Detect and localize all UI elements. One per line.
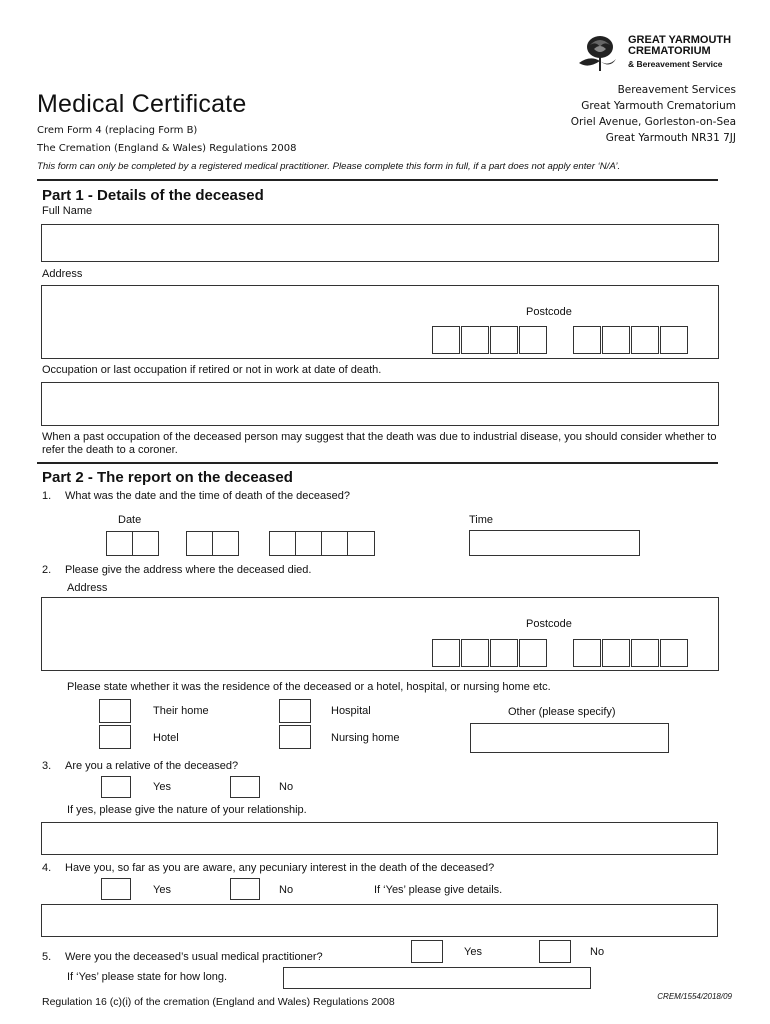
interest-no-label: No <box>279 884 294 896</box>
date-year-cell[interactable] <box>321 531 348 556</box>
date-month-cell[interactable] <box>212 531 239 556</box>
footer-regulation: Regulation 16 (c)(i) of the cremation (England and Wales) Regulations 2008 <box>42 996 395 1008</box>
hotel-label: Hotel <box>153 732 179 744</box>
usual-practitioner-yes-label: Yes <box>464 946 482 958</box>
occupation-note: When a past occupation of the deceased person may suggest that the death was due to industrial disease, you should consider whether to refer the death to a coroner. <box>42 431 717 456</box>
usual-practitioner-yes-checkbox[interactable] <box>411 940 443 963</box>
postcode-cell[interactable] <box>631 326 659 354</box>
postcode-cell[interactable] <box>602 326 630 354</box>
completion-note: This form can only be completed by a registered medical practitioner. Please complete this form in full, if a part does not apply enter ‘N/A’. <box>37 161 621 172</box>
form-reference: Crem Form 4 (replacing Form B) <box>37 125 198 136</box>
relative-yes-checkbox[interactable] <box>101 776 131 798</box>
address-line: Great Yarmouth Crematorium <box>581 100 736 112</box>
logo-line-2: CREMATORIUM <box>628 45 711 57</box>
crematorium-logo <box>576 33 736 73</box>
postcode-cell[interactable] <box>660 639 688 667</box>
other-label: Other (please specify) <box>508 706 616 718</box>
date-month-cell[interactable] <box>186 531 213 556</box>
postcode-cell[interactable] <box>573 639 601 667</box>
part1-heading: Part 1 - Details of the deceased <box>42 187 264 204</box>
postcode-cell[interactable] <box>461 326 489 354</box>
address-line: Bereavement Services <box>617 84 736 96</box>
nursing-home-label: Nursing home <box>331 732 400 744</box>
part2-heading: Part 2 - The report on the deceased <box>42 469 293 486</box>
q2-text: Please give the address where the deceased died. <box>65 564 312 576</box>
footer-form-code: CREM/1554/2018/09 <box>657 992 732 1001</box>
date-year-cell[interactable] <box>347 531 375 556</box>
death-address-label: Address <box>67 582 108 594</box>
divider <box>37 462 718 464</box>
date-day-cell[interactable] <box>132 531 159 556</box>
q5-number: 5. <box>42 951 52 963</box>
occupation-field[interactable] <box>41 382 719 426</box>
relative-no-label: No <box>279 781 294 793</box>
postcode-label: Postcode <box>526 306 572 318</box>
postcode-cell[interactable] <box>490 639 518 667</box>
logo-line-1: GREAT YARMOUTH <box>628 34 732 46</box>
q5-text: Were you the deceased’s usual medical practitioner? <box>65 951 323 963</box>
interest-details-field[interactable] <box>41 904 718 937</box>
q4-number: 4. <box>42 862 52 874</box>
interest-yes-label: Yes <box>153 884 171 896</box>
full-name-label: Full Name <box>42 205 93 217</box>
postcode-cell[interactable] <box>519 639 547 667</box>
postcode-cell[interactable] <box>660 326 688 354</box>
their-home-checkbox[interactable] <box>99 699 131 723</box>
full-name-field[interactable] <box>41 224 719 262</box>
postcode-cell[interactable] <box>631 639 659 667</box>
date-year-cell[interactable] <box>269 531 296 556</box>
q1-number: 1. <box>42 490 52 502</box>
date-year-cell[interactable] <box>295 531 322 556</box>
logo-line-3: & Bereavement Service <box>628 59 723 69</box>
usual-practitioner-no-checkbox[interactable] <box>539 940 571 963</box>
address-line: Great Yarmouth NR31 7JJ <box>605 132 736 144</box>
address-line: Oriel Avenue, Gorleston-on-Sea <box>570 116 736 128</box>
postcode-cell[interactable] <box>432 326 460 354</box>
q2-number: 2. <box>42 564 52 576</box>
regulation-reference: The Cremation (England & Wales) Regulations 2008 <box>37 143 297 154</box>
postcode-cell[interactable] <box>573 326 601 354</box>
practitioner-duration-field[interactable] <box>283 967 591 989</box>
date-label: Date <box>118 514 142 526</box>
their-home-label: Their home <box>153 705 209 717</box>
hospital-checkbox[interactable] <box>279 699 311 723</box>
postcode-cell[interactable] <box>519 326 547 354</box>
hotel-checkbox[interactable] <box>99 725 131 749</box>
page-title: Medical Certificate <box>37 90 247 118</box>
rose-icon <box>576 33 622 73</box>
usual-practitioner-no-label: No <box>590 946 605 958</box>
relationship-field[interactable] <box>41 822 718 855</box>
hospital-label: Hospital <box>331 705 371 717</box>
nursing-home-checkbox[interactable] <box>279 725 311 749</box>
postcode-cell[interactable] <box>490 326 518 354</box>
crematorium-address <box>571 82 736 146</box>
q1-text: What was the date and the time of death of the deceased? <box>65 490 350 502</box>
death-postcode-label: Postcode <box>526 618 572 630</box>
relative-yes-label: Yes <box>153 781 171 793</box>
postcode-cell[interactable] <box>432 639 460 667</box>
occupation-label: Occupation or last occupation if retired or not in work at date of death. <box>42 364 382 376</box>
relative-no-checkbox[interactable] <box>230 776 260 798</box>
date-day-cell[interactable] <box>106 531 133 556</box>
divider <box>37 179 718 181</box>
address-label: Address <box>42 268 83 280</box>
time-field[interactable] <box>469 530 640 556</box>
interest-no-checkbox[interactable] <box>230 878 260 900</box>
interest-yes-checkbox[interactable] <box>101 878 131 900</box>
interest-details-label: If ‘Yes’ please give details. <box>374 884 503 896</box>
postcode-cell[interactable] <box>461 639 489 667</box>
postcode-cell[interactable] <box>602 639 630 667</box>
time-label: Time <box>469 514 494 526</box>
relationship-label: If yes, please give the nature of your relationship. <box>67 804 307 816</box>
q3-text: Are you a relative of the deceased? <box>65 760 239 772</box>
q3-number: 3. <box>42 760 52 772</box>
practitioner-duration-label: If ‘Yes’ please state for how long. <box>67 971 228 983</box>
other-specify-field[interactable] <box>470 723 669 753</box>
place-question: Please state whether it was the residence of the deceased or a hotel, hospital, or nursing home etc. <box>67 681 551 693</box>
q4-text: Have you, so far as you are aware, any pecuniary interest in the death of the deceased? <box>65 862 495 874</box>
